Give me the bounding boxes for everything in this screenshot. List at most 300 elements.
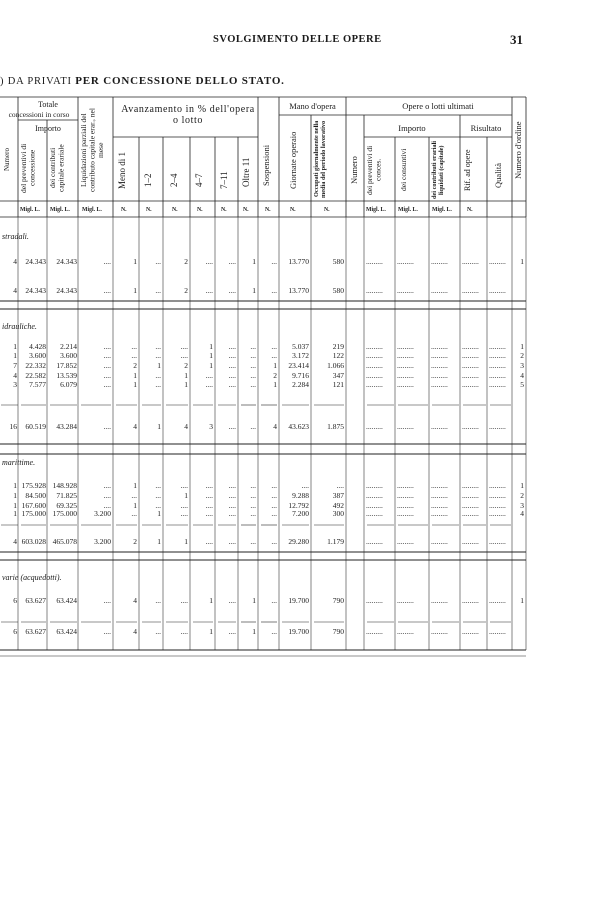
empty-cell: ......... bbox=[431, 509, 448, 518]
row-cell-contr: 13.539 bbox=[56, 371, 77, 380]
total-cell-meno1: 2 bbox=[133, 537, 137, 546]
row-cell-r1_2: ... bbox=[155, 501, 161, 510]
row-cell-prev: 175.000 bbox=[21, 509, 46, 518]
empty-cell: ......... bbox=[462, 342, 479, 351]
category-label: stradali. bbox=[2, 232, 29, 241]
total-cell-r4_7: 3 bbox=[209, 422, 213, 431]
total-cell-r1_2: 1 bbox=[157, 422, 161, 431]
empty-cell: ......... bbox=[397, 537, 414, 546]
row-cell-r1_2: ... bbox=[155, 351, 161, 360]
row-cell-n: 7 bbox=[13, 361, 17, 370]
empty-cell: ......... bbox=[462, 380, 479, 389]
row-cell-giorn: 2.284 bbox=[292, 380, 309, 389]
empty-cell: ......... bbox=[366, 286, 383, 295]
empty-cell: ......... bbox=[431, 361, 448, 370]
row-cell-r4_7: .... bbox=[205, 380, 213, 389]
empty-cell: ......... bbox=[366, 380, 383, 389]
header-liquidazioni: Liquidazioni parziali del contributo capitale erar., nel mese bbox=[79, 108, 105, 192]
row-cell-occ: 1.066 bbox=[327, 361, 344, 370]
row-cell-giorn: 23.414 bbox=[288, 361, 309, 370]
category-label: marittime. bbox=[2, 458, 36, 467]
row-cell-prev: 24.343 bbox=[25, 257, 46, 266]
row-cell-sosp: 1 bbox=[273, 361, 277, 370]
row-cell-prev: 63.627 bbox=[25, 596, 46, 605]
empty-cell: ......... bbox=[489, 380, 506, 389]
row-cell-occ: 347 bbox=[332, 371, 344, 380]
total-cell-prev: 603.028 bbox=[21, 537, 46, 546]
row-cell-r7_11: .... bbox=[228, 491, 236, 500]
empty-cell: ......... bbox=[366, 537, 383, 546]
row-cell-sosp: 2 bbox=[273, 371, 277, 380]
total-cell-n: 4 bbox=[13, 286, 17, 295]
header-4-7: 4–7 bbox=[194, 173, 204, 187]
total-cell-r2_4: 1 bbox=[184, 537, 188, 546]
empty-cell: ......... bbox=[397, 481, 414, 490]
empty-cell: ......... bbox=[397, 596, 414, 605]
row-cell-giorn: 9.288 bbox=[292, 491, 309, 500]
row-cell-liq: .... bbox=[103, 342, 111, 351]
empty-cell: ......... bbox=[397, 371, 414, 380]
header-contributi: dei contributi capitale erariale bbox=[48, 144, 66, 192]
row-cell-liq: .... bbox=[103, 501, 111, 510]
row-cell-sosp: 1 bbox=[273, 380, 277, 389]
row-cell-r2_4: 2 bbox=[184, 361, 188, 370]
row-cell-r1_2: ... bbox=[155, 371, 161, 380]
unit-label: Migl. L. bbox=[398, 207, 418, 213]
order-number: 2 bbox=[520, 491, 524, 500]
total-cell-r1_2: 1 bbox=[157, 537, 161, 546]
unit-label: N. bbox=[172, 207, 178, 213]
empty-cell: ......... bbox=[462, 481, 479, 490]
row-cell-giorn: 5.037 bbox=[292, 342, 309, 351]
row-cell-occ: .... bbox=[336, 481, 344, 490]
row-cell-contr: 175.000 bbox=[52, 509, 77, 518]
category-label: idrauliche. bbox=[2, 322, 37, 331]
row-cell-giorn: .... bbox=[301, 481, 309, 490]
header-totale: Totale bbox=[38, 100, 58, 109]
empty-cell: ......... bbox=[397, 361, 414, 370]
header-importo2: Importo bbox=[398, 123, 426, 133]
total-cell-contr: 24.343 bbox=[56, 286, 77, 295]
empty-cell: ......... bbox=[462, 257, 479, 266]
empty-cell: ......... bbox=[366, 257, 383, 266]
empty-cell: ......... bbox=[462, 537, 479, 546]
header-numero-ordine: Numero d'ordine bbox=[513, 121, 523, 179]
empty-cell: ......... bbox=[366, 481, 383, 490]
total-cell-r4_7: .... bbox=[205, 286, 213, 295]
unit-label: N. bbox=[243, 207, 249, 213]
row-cell-oltre: 1 bbox=[252, 596, 256, 605]
empty-cell: ......... bbox=[366, 342, 383, 351]
empty-cell: ......... bbox=[397, 501, 414, 510]
unit-label: N. bbox=[146, 207, 152, 213]
empty-cell: ......... bbox=[489, 501, 506, 510]
row-cell-n: 1 bbox=[13, 501, 17, 510]
row-cell-sosp: ... bbox=[271, 509, 277, 518]
row-cell-r7_11: .... bbox=[228, 509, 236, 518]
total-cell-occ: 1.179 bbox=[327, 537, 344, 546]
unit-label: N. bbox=[290, 207, 296, 213]
row-cell-r1_2: ... bbox=[155, 380, 161, 389]
order-number: 4 bbox=[520, 509, 524, 518]
row-cell-r2_4: .... bbox=[180, 509, 188, 518]
row-cell-r4_7: 1 bbox=[209, 351, 213, 360]
row-cell-r1_2: 1 bbox=[157, 361, 161, 370]
total-cell-meno1: 4 bbox=[133, 627, 137, 636]
header-7-11: 7–11 bbox=[219, 171, 229, 189]
order-number: 5 bbox=[520, 380, 524, 389]
unit-label: N. bbox=[197, 207, 203, 213]
unit-label: N. bbox=[121, 207, 127, 213]
total-cell-sosp: ... bbox=[271, 286, 277, 295]
section-title-prefix: ) DA PRIVATI bbox=[0, 76, 72, 87]
row-cell-contr: 2.214 bbox=[60, 342, 77, 351]
row-cell-prev: 7.577 bbox=[29, 380, 46, 389]
header-contributi2: dei contributi erariali liquidati (capitale) bbox=[431, 140, 445, 200]
row-cell-r2_4: 1 bbox=[184, 371, 188, 380]
unit-label: N. bbox=[467, 207, 473, 213]
row-cell-r1_2: ... bbox=[155, 491, 161, 500]
page-number: 31 bbox=[510, 32, 523, 47]
row-cell-r7_11: .... bbox=[228, 351, 236, 360]
total-cell-r7_11: .... bbox=[228, 627, 236, 636]
row-cell-meno1: ... bbox=[131, 351, 137, 360]
total-cell-r2_4: .... bbox=[180, 627, 188, 636]
row-cell-r2_4: .... bbox=[180, 501, 188, 510]
total-cell-n: 16 bbox=[9, 422, 17, 431]
total-cell-liq: .... bbox=[103, 422, 111, 431]
row-cell-contr: 63.424 bbox=[56, 596, 77, 605]
header-numero: Numero bbox=[3, 148, 11, 172]
empty-cell: ......... bbox=[431, 481, 448, 490]
header-oltre11: Oltre 11 bbox=[241, 157, 251, 188]
row-cell-sosp: ... bbox=[271, 481, 277, 490]
row-cell-r2_4: .... bbox=[180, 481, 188, 490]
row-cell-oltre: ... bbox=[250, 371, 256, 380]
row-cell-r2_4: .... bbox=[180, 342, 188, 351]
header-avanzamento: Avanzamento in % dell'opera o lotto bbox=[121, 104, 255, 126]
empty-cell: ......... bbox=[397, 286, 414, 295]
row-cell-n: 4 bbox=[13, 371, 17, 380]
empty-cell: ......... bbox=[397, 491, 414, 500]
row-cell-oltre: ... bbox=[250, 380, 256, 389]
section-title-main: PER CONCESSIONE DELLO STATO. bbox=[75, 75, 285, 87]
total-cell-r7_11: .... bbox=[228, 537, 236, 546]
row-cell-sosp: ... bbox=[271, 501, 277, 510]
empty-cell: ......... bbox=[462, 491, 479, 500]
row-cell-contr: 24.343 bbox=[56, 257, 77, 266]
total-cell-giorn: 13.770 bbox=[288, 286, 309, 295]
row-cell-contr: 3.600 bbox=[60, 351, 77, 360]
row-cell-n: 1 bbox=[13, 491, 17, 500]
row-cell-occ: 790 bbox=[332, 596, 344, 605]
total-cell-sosp: 4 bbox=[273, 422, 277, 431]
row-cell-oltre: 1 bbox=[252, 257, 256, 266]
row-cell-r2_4: .... bbox=[180, 596, 188, 605]
header-concessioni: concessioni in corso bbox=[8, 110, 70, 119]
row-cell-meno1: 1 bbox=[133, 380, 137, 389]
row-cell-n: 1 bbox=[13, 342, 17, 351]
header-rif: Rif. ad opere bbox=[463, 149, 472, 191]
row-cell-r1_2: 1 bbox=[157, 509, 161, 518]
empty-cell: ......... bbox=[489, 351, 506, 360]
row-cell-sosp: ... bbox=[271, 596, 277, 605]
row-cell-occ: 387 bbox=[332, 491, 344, 500]
empty-cell: ......... bbox=[397, 627, 414, 636]
order-number: 3 bbox=[520, 501, 524, 510]
empty-cell: ......... bbox=[462, 501, 479, 510]
row-cell-sosp: ... bbox=[271, 257, 277, 266]
row-cell-r7_11: .... bbox=[228, 371, 236, 380]
running-header: SVOLGIMENTO DELLE OPERE bbox=[213, 34, 382, 45]
empty-cell: ......... bbox=[462, 361, 479, 370]
header-1-2: 1–2 bbox=[143, 173, 153, 187]
total-cell-prev: 63.627 bbox=[25, 627, 46, 636]
total-cell-n: 4 bbox=[13, 537, 17, 546]
header-importo: Importo bbox=[35, 124, 61, 133]
total-cell-liq: .... bbox=[103, 286, 111, 295]
empty-cell: ......... bbox=[489, 537, 506, 546]
row-cell-r1_2: ... bbox=[155, 481, 161, 490]
header-mano-opera: Mano d'opera bbox=[289, 101, 336, 111]
row-cell-r4_7: .... bbox=[205, 481, 213, 490]
total-cell-oltre: ... bbox=[250, 537, 256, 546]
row-cell-prev: 175.928 bbox=[21, 481, 46, 490]
row-cell-liq: .... bbox=[103, 481, 111, 490]
order-number: 4 bbox=[520, 371, 524, 380]
empty-cell: ......... bbox=[489, 509, 506, 518]
row-cell-n: 3 bbox=[13, 380, 17, 389]
total-cell-oltre: 1 bbox=[252, 286, 256, 295]
total-cell-oltre: 1 bbox=[252, 627, 256, 636]
empty-cell: ......... bbox=[431, 342, 448, 351]
row-cell-prev: 167.600 bbox=[21, 501, 46, 510]
empty-cell: ......... bbox=[366, 501, 383, 510]
unit-label: Migl. L. bbox=[366, 207, 386, 213]
row-cell-r1_2: ... bbox=[155, 596, 161, 605]
row-cell-occ: 300 bbox=[332, 509, 344, 518]
row-cell-meno1: 1 bbox=[133, 481, 137, 490]
empty-cell: ......... bbox=[366, 491, 383, 500]
total-cell-r4_7: 1 bbox=[209, 627, 213, 636]
empty-cell: ......... bbox=[462, 596, 479, 605]
order-number: 2 bbox=[520, 351, 524, 360]
empty-cell: ......... bbox=[489, 481, 506, 490]
unit-label: Migl. L. bbox=[82, 207, 102, 213]
row-cell-oltre: ... bbox=[250, 481, 256, 490]
empty-cell: ......... bbox=[366, 371, 383, 380]
empty-cell: ......... bbox=[462, 286, 479, 295]
empty-cell: ......... bbox=[489, 627, 506, 636]
row-cell-r1_2: ... bbox=[155, 342, 161, 351]
row-cell-oltre: ... bbox=[250, 351, 256, 360]
row-cell-giorn: 12.792 bbox=[288, 501, 309, 510]
row-cell-giorn: 9.716 bbox=[292, 371, 309, 380]
empty-cell: ......... bbox=[462, 351, 479, 360]
empty-cell: ......... bbox=[462, 509, 479, 518]
empty-cell: ......... bbox=[431, 491, 448, 500]
empty-cell: ......... bbox=[489, 371, 506, 380]
empty-cell: ......... bbox=[489, 286, 506, 295]
empty-cell: ......... bbox=[431, 627, 448, 636]
header-ultimati: Opere o lotti ultimati bbox=[402, 101, 474, 111]
total-cell-giorn: 29.280 bbox=[288, 537, 309, 546]
header-occupati: Occupati giornalmente nella media del periodo lavorativo bbox=[313, 120, 327, 198]
total-cell-occ: 790 bbox=[332, 627, 344, 636]
header-2-4: 2–4 bbox=[169, 173, 179, 187]
order-number: 1 bbox=[520, 342, 524, 351]
row-cell-liq: 3.200 bbox=[94, 509, 111, 518]
total-cell-contr: 465.078 bbox=[52, 537, 77, 546]
row-cell-giorn: 13.770 bbox=[288, 257, 309, 266]
total-cell-sosp: ... bbox=[271, 627, 277, 636]
header-preventivi: del preventivi di concessione bbox=[19, 143, 37, 193]
category-label: varie (acquedotti). bbox=[2, 573, 62, 582]
unit-label: Migl. L. bbox=[20, 207, 40, 213]
header-sospensioni: Sospensioni bbox=[261, 144, 271, 186]
row-cell-occ: 219 bbox=[332, 342, 344, 351]
row-cell-meno1: 4 bbox=[133, 596, 137, 605]
row-cell-r2_4: 1 bbox=[184, 380, 188, 389]
empty-cell: ......... bbox=[489, 491, 506, 500]
row-cell-giorn: 19.700 bbox=[288, 596, 309, 605]
empty-cell: ......... bbox=[489, 342, 506, 351]
row-cell-giorn: 7.200 bbox=[292, 509, 309, 518]
row-cell-r7_11: .... bbox=[228, 380, 236, 389]
empty-cell: ......... bbox=[397, 351, 414, 360]
unit-label: N. bbox=[265, 207, 271, 213]
total-cell-occ: 580 bbox=[332, 286, 344, 295]
row-cell-r4_7: .... bbox=[205, 501, 213, 510]
row-cell-liq: .... bbox=[103, 351, 111, 360]
empty-cell: ......... bbox=[489, 596, 506, 605]
row-cell-meno1: 1 bbox=[133, 371, 137, 380]
header-numero2: Numero bbox=[349, 156, 359, 184]
row-cell-r4_7: 1 bbox=[209, 342, 213, 351]
total-cell-r7_11: .... bbox=[228, 286, 236, 295]
row-cell-liq: .... bbox=[103, 596, 111, 605]
empty-cell: ......... bbox=[366, 627, 383, 636]
row-cell-oltre: ... bbox=[250, 361, 256, 370]
total-cell-prev: 60.519 bbox=[25, 422, 46, 431]
empty-cell: ......... bbox=[431, 257, 448, 266]
empty-cell: ......... bbox=[431, 380, 448, 389]
row-cell-giorn: 3.172 bbox=[292, 351, 309, 360]
row-cell-sosp: ... bbox=[271, 491, 277, 500]
row-cell-liq: .... bbox=[103, 361, 111, 370]
row-cell-r2_4: 1 bbox=[184, 491, 188, 500]
row-cell-contr: 148.928 bbox=[52, 481, 77, 490]
empty-cell: ......... bbox=[366, 361, 383, 370]
row-cell-r1_2: ... bbox=[155, 257, 161, 266]
row-cell-meno1: ... bbox=[131, 509, 137, 518]
empty-cell: ......... bbox=[462, 371, 479, 380]
total-cell-contr: 63.424 bbox=[56, 627, 77, 636]
unit-label: N. bbox=[221, 207, 227, 213]
empty-cell: ......... bbox=[431, 537, 448, 546]
header-meno1: Meno di 1 bbox=[117, 152, 127, 190]
total-cell-giorn: 19.700 bbox=[288, 627, 309, 636]
header-consuntivi: dei consuntivi bbox=[399, 148, 408, 192]
total-cell-giorn: 43.623 bbox=[288, 422, 309, 431]
empty-cell: ......... bbox=[397, 422, 414, 431]
header-qualita: Qualità bbox=[493, 162, 503, 188]
row-cell-oltre: ... bbox=[250, 501, 256, 510]
total-cell-r7_11: .... bbox=[228, 422, 236, 431]
row-cell-r4_7: .... bbox=[205, 491, 213, 500]
empty-cell: ......... bbox=[489, 361, 506, 370]
order-number: 1 bbox=[520, 257, 524, 266]
row-cell-prev: 22.582 bbox=[25, 371, 46, 380]
row-cell-oltre: ... bbox=[250, 491, 256, 500]
row-cell-r4_7: 1 bbox=[209, 596, 213, 605]
empty-cell: ......... bbox=[431, 596, 448, 605]
row-cell-r7_11: .... bbox=[228, 596, 236, 605]
row-cell-occ: 492 bbox=[332, 501, 344, 510]
empty-cell: ......... bbox=[431, 371, 448, 380]
row-cell-r7_11: .... bbox=[228, 342, 236, 351]
total-cell-liq: 3.200 bbox=[94, 537, 111, 546]
empty-cell: ......... bbox=[397, 257, 414, 266]
total-cell-prev: 24.343 bbox=[25, 286, 46, 295]
row-cell-liq: .... bbox=[103, 380, 111, 389]
total-cell-r2_4: 4 bbox=[184, 422, 188, 431]
empty-cell: ......... bbox=[366, 422, 383, 431]
total-cell-occ: 1.875 bbox=[327, 422, 344, 431]
row-cell-oltre: ... bbox=[250, 342, 256, 351]
row-cell-contr: 69.325 bbox=[56, 501, 77, 510]
row-cell-contr: 6.079 bbox=[60, 380, 77, 389]
total-cell-n: 6 bbox=[13, 627, 17, 636]
row-cell-r4_7: .... bbox=[205, 509, 213, 518]
row-cell-contr: 71.825 bbox=[56, 491, 77, 500]
row-cell-n: 4 bbox=[13, 257, 17, 266]
row-cell-meno1: 1 bbox=[133, 257, 137, 266]
empty-cell: ......... bbox=[366, 351, 383, 360]
total-cell-contr: 43.284 bbox=[56, 422, 77, 431]
row-cell-r4_7: 1 bbox=[209, 361, 213, 370]
empty-cell: ......... bbox=[431, 286, 448, 295]
unit-label: N. bbox=[324, 207, 330, 213]
header-preventivi2: dei preventivi di conces. bbox=[365, 145, 383, 195]
row-cell-r2_4: .... bbox=[180, 351, 188, 360]
row-cell-n: 1 bbox=[13, 351, 17, 360]
empty-cell: ......... bbox=[489, 422, 506, 431]
row-cell-r7_11: .... bbox=[228, 481, 236, 490]
order-number: 1 bbox=[520, 481, 524, 490]
row-cell-occ: 580 bbox=[332, 257, 344, 266]
empty-cell: ......... bbox=[366, 509, 383, 518]
empty-cell: ......... bbox=[489, 257, 506, 266]
row-cell-liq: .... bbox=[103, 491, 111, 500]
row-cell-meno1: 1 bbox=[133, 501, 137, 510]
total-cell-oltre: ... bbox=[250, 422, 256, 431]
row-cell-n: 6 bbox=[13, 596, 17, 605]
row-cell-r7_11: .... bbox=[228, 257, 236, 266]
row-cell-prev: 3.600 bbox=[29, 351, 46, 360]
row-cell-liq: .... bbox=[103, 371, 111, 380]
unit-label: Migl. L. bbox=[432, 207, 452, 213]
total-cell-r4_7: .... bbox=[205, 537, 213, 546]
row-cell-n: 1 bbox=[13, 509, 17, 518]
empty-cell: ......... bbox=[462, 627, 479, 636]
empty-cell: ......... bbox=[397, 342, 414, 351]
order-number: 3 bbox=[520, 361, 524, 370]
row-cell-prev: 4.428 bbox=[29, 342, 46, 351]
row-cell-prev: 84.500 bbox=[25, 491, 46, 500]
total-cell-r1_2: ... bbox=[155, 286, 161, 295]
row-cell-oltre: ... bbox=[250, 509, 256, 518]
